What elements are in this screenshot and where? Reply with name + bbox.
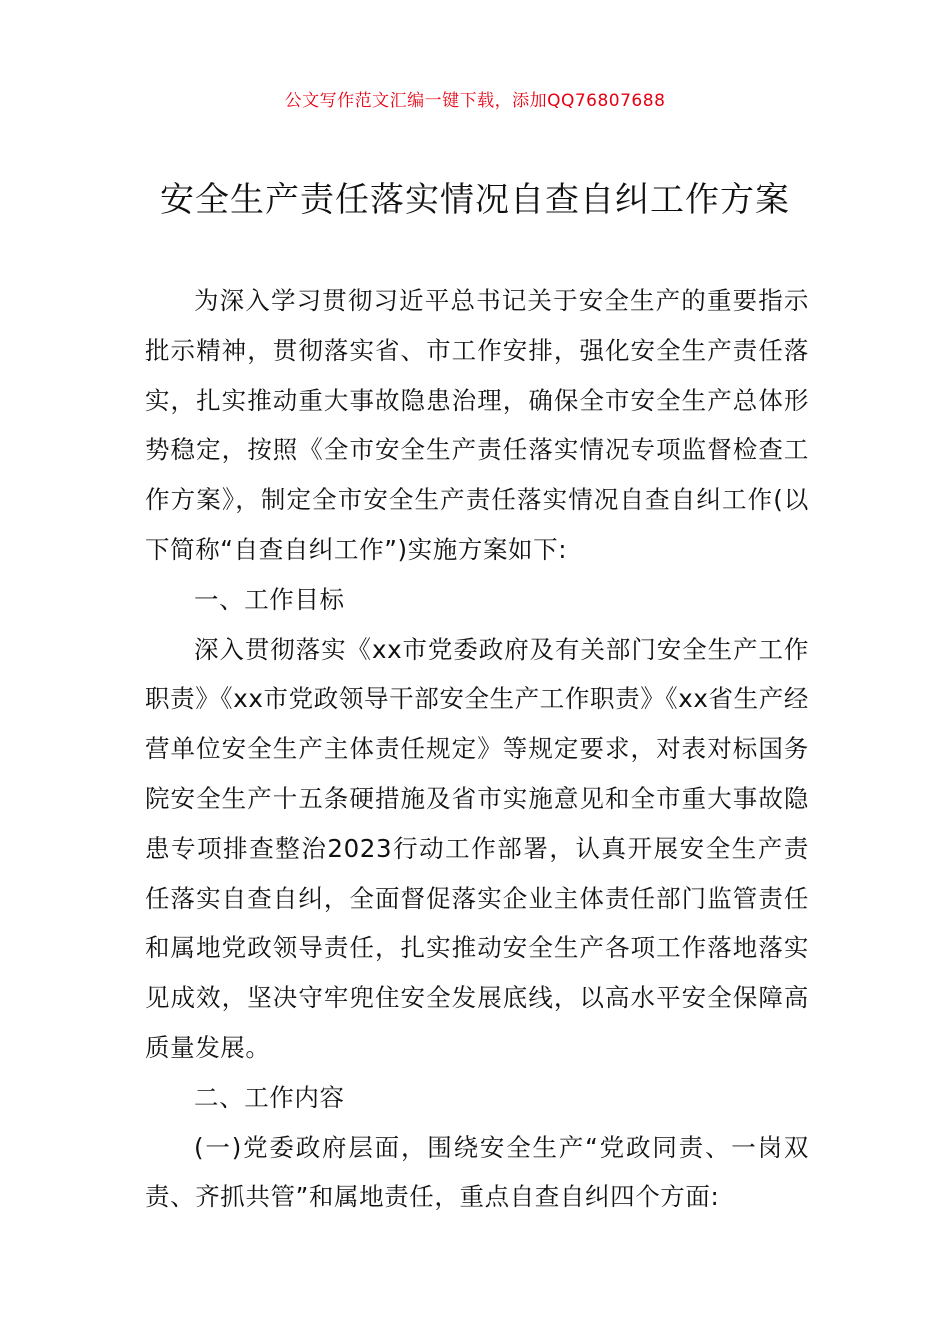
- document-body: [145, 276, 809, 1222]
- document-title: 安全生产责任落实情况自查自纠工作方案: [160, 180, 790, 220]
- content-paragraph-1: (一)党委政府层面，围绕安全生产“党政同责、一岗双责、齐抓共管”和属地责任，重点自查自纠四个方面:: [145, 1132, 809, 1212]
- watermark-banner: 公文写作范文汇编一键下载，添加QQ76807688: [284, 91, 666, 111]
- section-heading-goals: 一、工作目标: [194, 584, 345, 614]
- goals-paragraph: 深入贯彻落实《xx市党委政府及有关部门安全生产工作职责》《xx市党政领导干部安全生产工作职责》《xx省生产经营单位安全生产主体责任规定》等规定要求，对表对标国务院安全生产十五条硬措施及省市实施意见和全市重大事故隐患专项排查整治2023行动工作部署，认真开展安全生产责任落实自查自纠，全面督促落实企业主体责任部门监管责任和属地党政领导责任，扎实推动安全生产各项工作落地落实见成效，坚决守牢兜住安全发展底线，以高水平安全保障高质量发展。: [145, 634, 809, 1062]
- intro-paragraph: 为深入学习贯彻习近平总书记关于安全生产的重要指示批示精神，贯彻落实省、市工作安排，强化安全生产责任落实，扎实推动重大事故隐患治理，确保全市安全生产总体形势稳定，按照《全市安全生产责任落实情况专项监督检查工作方案》，制定全市安全生产责任落实情况自查自纠工作(以下简称“自查自纠工作”)实施方案如下:: [145, 286, 809, 564]
- section-heading-content: 二、工作内容: [194, 1082, 345, 1112]
